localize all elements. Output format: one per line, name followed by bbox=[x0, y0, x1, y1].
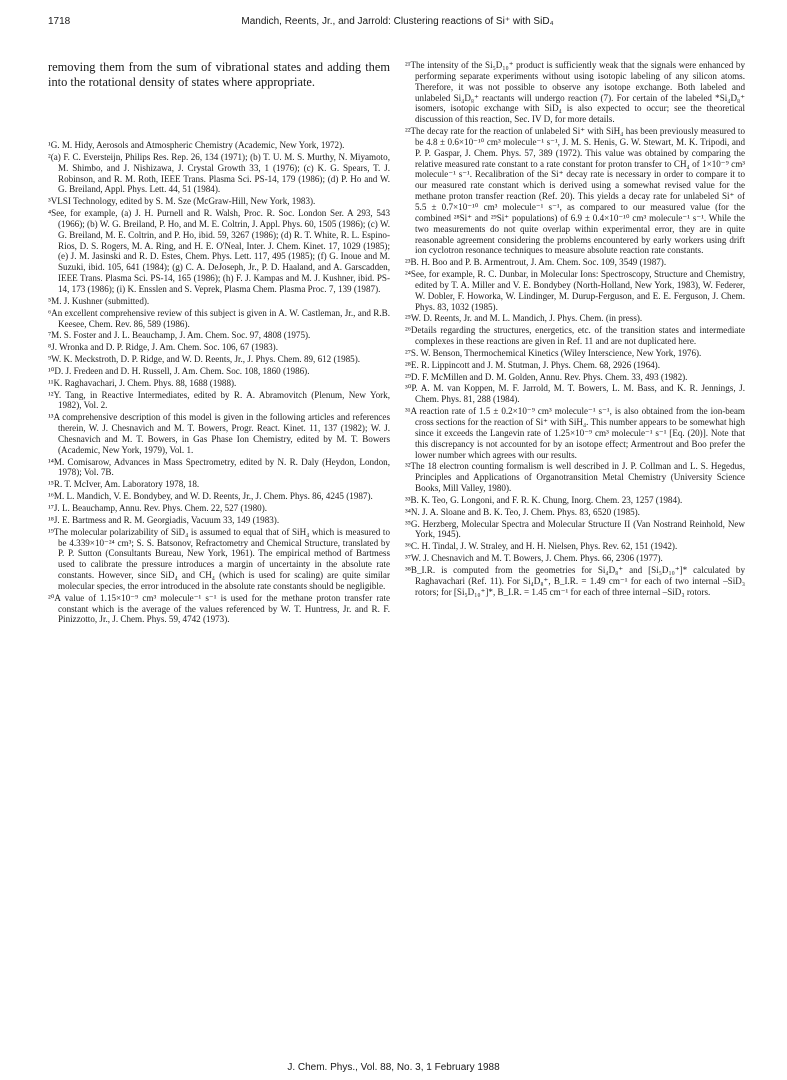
reference-24: ²⁴See, for example, R. C. Dunbar, in Molecular Ions: Spectroscopy, Structure and Chemistry, edited by T. A. Miller and V. E. Bondybey (North-Holland, New York, 1983), W. Federer, W. Dobler, F. Howorka, W. Lindinger, M. Durup-Ferguson, and E. E. Ferguson, J. Chem. Phys. 83, 1032 (1985). bbox=[405, 269, 745, 312]
reference-27: ²⁷S. W. Benson, Thermochemical Kinetics (Wiley Interscience, New York, 1976). bbox=[405, 347, 702, 358]
reference-11: ¹¹K. Raghavachari, J. Chem. Phys. 88, 1688 (1988). bbox=[48, 377, 237, 388]
reference-3: ³VLSI Technology, edited by S. M. Sze (McGraw-Hill, New York, 1983). bbox=[48, 196, 316, 207]
reference-21: ²¹The intensity of the Si₅D₁₀⁺ product is sufficiently weak that the signals were enhanced by performing separate experiments without using isotopic labeling of any silicon atoms. Therefore, it was not possible to observe any isotope exchange. Both labeled and unlabeled Si₄D₈⁺ reactants will undergo reaction (7). For certain of the labeled *Si₄D₈⁺ isomers, isotopic exchange with SiD₄ is also expected to occur; see the theoretical discussion of this reaction, Sec. IV D, for more details. bbox=[405, 60, 745, 125]
reference-28: ²⁸E. R. Lippincott and J. M. Stutman, J. Phys. Chem. 68, 2926 (1964). bbox=[405, 359, 660, 370]
reference-36: ³⁶C. H. Tindal, J. W. Straley, and H. H. Nielsen, Phys. Rev. 62, 151 (1942). bbox=[405, 541, 678, 552]
page-number: 1718 bbox=[48, 16, 71, 27]
body-paragraph: removing them from the sum of vibrational states and adding them into the rotational density of states where appropriate. bbox=[48, 60, 390, 89]
references-left-column bbox=[48, 140, 390, 626]
reference-9: ⁹W. K. Meckstroth, D. P. Ridge, and W. D. Reents, Jr., J. Phys. Chem. 89, 612 (1985). bbox=[48, 354, 361, 365]
reference-29: ²⁹D. F. McMillen and D. M. Golden, Annu. Rev. Phys. Chem. 33, 493 (1982). bbox=[405, 371, 688, 382]
reference-15: ¹⁵R. T. McIver, Am. Laboratory 1978, 18. bbox=[48, 479, 200, 490]
reference-34: ³⁴N. J. A. Sloane and B. K. Teo, J. Chem. Phys. 83, 6520 (1985). bbox=[405, 506, 640, 517]
reference-16: ¹⁶M. L. Mandich, V. E. Bondybey, and W. D. Reents, Jr., J. Chem. Phys. 86, 4245 (1987). bbox=[48, 491, 373, 502]
reference-22: ²²The decay rate for the reaction of unlabeled Si⁺ with SiH₄ has been previously measured to be 4.8 ± 0.6×10⁻¹⁰ cm³ molecule⁻¹ s⁻¹, J. M. S. Henis, G. W. Stewart, M. K. Tripodi, and P. P. Gaspar, J. Chem. Phys. 57, 389 (1972). This value was obtained by comparing the relative measured rate constant to a rate constant for proton transfer to CH₄ of 1×10⁻⁹ cm³ molecule⁻¹ s⁻¹. Recalibration of the Si⁺ decay rate is necessary in order to compare it to our measured rate constant which is derived using a somewhat revised value for the methane proton transfer reaction (Ref. 20). This yields a decay rate for unlabeled Si⁺ of 5.5 ± 0.7×10⁻¹⁰ cm³ molecule⁻¹ s⁻¹, as compared to our measured value (for the combined ²⁸Si⁺ and ²⁹Si⁺ populations) of 6.9 ± 0.4×10⁻¹⁰ cm³ molecule⁻¹ s⁻¹. While the two measurements do not quite overlap within experimental error, they are in quite reasonable agreement considering the problems encountered by early workers using drift ion cyclotron resonance techniques to measure absolute reaction rate constants. bbox=[405, 126, 745, 256]
reference-1: ¹G. M. Hidy, Aerosols and Atmospheric Chemistry (Academic, New York, 1972). bbox=[48, 140, 345, 150]
reference-25: ²⁵W. D. Reents, Jr. and M. L. Mandich, J. Phys. Chem. (in press). bbox=[405, 313, 643, 324]
reference-37: ³⁷W. J. Chesnavich and M. T. Bowers, J. Chem. Phys. 66, 2306 (1977). bbox=[405, 553, 663, 564]
reference-26: ²⁶Details regarding the structures, energetics, etc. of the transition states and intermediate complexes in these reactions are given in Ref. 11 and are not duplicated here. bbox=[405, 325, 745, 347]
reference-8: ⁸J. Wronka and D. P. Ridge, J. Am. Chem. Soc. 106, 67 (1983). bbox=[48, 342, 278, 353]
reference-4: ⁴See, for example, (a) J. H. Purnell and R. Walsh, Proc. R. Soc. London Ser. A 293, 543 (1966); (b) W. G. Breiland, P. Ho, and M. E. Coltrin, J. Appl. Phys. 60, 1505 (1986); (c) W. G. Breiland, M. E. Coltrin, and P. Ho, ibid. 59, 3267 (1986); (d) R. T. White, R. L. Espino-Rios, D. S. Rogers, M. A. Ring, and H. E. O'Neal, Inter. J. Chem. Kinet. 17, 1029 (1985); (e) J. M. Jasinski and R. D. Estes, Chem. Phys. Lett. 117, 495 (1985); (f) G. Inoue and M. Suzuki, ibid. 105, 641 (1984); (g) C. A. DeJoseph, Jr., P. D. Haaland, and A. Garscadden, IEEE Trans. Plasma Sci. PS-14, 165 (1986); (h) F. J. Kampas and M. J. Kushner, ibid. PS-14, 173 (1986); (i) K. Ensslen and S. Veprek, Plasma Chem. Plasma Proc. 7, 139 (1987). bbox=[48, 208, 390, 294]
reference-18: ¹⁸J. E. Bartmess and R. M. Georgiadis, Vacuum 33, 149 (1983). bbox=[48, 514, 280, 525]
reference-19: ¹⁹The molecular polarizability of SiD₄ is assumed to equal that of SiH₄ which is measured to be 4.339×10⁻²⁴ cm³; S. S. Batsonov, Refractometry and Chemical Structure, translated by P. P. Sutton (Consultants Bureau, New York, 1961). The empirical method of Bartmess used to calibrate the pressure introduces a margin of uncertainty in the absolute rate constants. However, since SiD₄ and CH₄ (which is used for scaling) are quite similar molecular species, the error introduced in the absolute rate constants should be negligible. bbox=[48, 526, 390, 591]
reference-20: ²⁰A value of 1.15×10⁻⁹ cm³ molecule⁻¹ s⁻¹ is used for the methane proton transfer rate constant which is the average of the values referenced by W. T. Huntress, Jr. and R. F. Pinizzotto, Jr., J. Chem. Phys. 59, 4742 (1973). bbox=[48, 592, 390, 625]
reference-14: ¹⁴M. Comisarow, Advances in Mass Spectrometry, edited by N. R. Daly (Heydon, London, 1978); Vol. 7B. bbox=[48, 456, 390, 478]
reference-6: ⁶An excellent comprehensive review of this subject is given in A. W. Castleman, Jr., and R.B. Keesee, Chem. Rev. 86, 589 (1986). bbox=[48, 307, 390, 329]
reference-10: ¹⁰D. J. Fredeen and D. H. Russell, J. Am. Chem. Soc. 108, 1860 (1986). bbox=[48, 365, 310, 376]
reference-23: ²³B. H. Boo and P. B. Armentrout, J. Am. Chem. Soc. 109, 3549 (1987). bbox=[405, 257, 667, 268]
reference-30: ³⁰P. A. M. van Koppen, M. F. Jarrold, M. T. Bowers, L. M. Bass, and K. R. Jennings, J. Chem. Phys. 81, 288 (1984). bbox=[405, 383, 745, 405]
reference-12: ¹²Y. Tang, in Reactive Intermediates, edited by R. A. Abramovitch (Plenum, New York, 1982), Vol. 2. bbox=[48, 389, 390, 411]
references-right-column bbox=[405, 60, 745, 599]
reference-5: ⁵M. J. Kushner (submitted). bbox=[48, 295, 150, 306]
reference-35: ³⁵G. Herzberg, Molecular Spectra and Molecular Structure II (Van Nostrand Reinhold, New York, 1945). bbox=[405, 518, 745, 540]
reference-13: ¹³A comprehensive description of this model is given in the following articles and references therein, W. J. Chesnavich and M. T. Bowers, Progr. React. Kinet. 11, 137 (1982); W. J. Chesnavich and M. T. Bowers, in Gas Phase Ion Chemistry, edited by M. T. Bowers (Academic, New York, 1979), Vol. 1. bbox=[48, 412, 390, 455]
reference-31: ³¹A reaction rate of 1.5 ± 0.2×10⁻⁹ cm³ molecule⁻¹ s⁻¹, is also obtained from the ion-beam cross sections for the reaction of Si⁺ with SiH₄. This number appears to be somewhat high since it exceeds the Langevin rate of 1.25×10⁻⁹ cm³ molecule⁻¹ s⁻¹ [Eq. (20)]. Note that this discrepancy is not accounted for by an isotope effect; Armentrout and Boo prefer the lower number which agrees with our results. bbox=[405, 406, 745, 460]
page-header bbox=[48, 16, 747, 32]
reference-33: ³³B. K. Teo, G. Longoni, and F. R. K. Chung, Inorg. Chem. 23, 1257 (1984). bbox=[405, 494, 683, 505]
reference-2: ²(a) F. C. Eversteijn, Philips Res. Rep. 26, 134 (1971); (b) T. U. M. S. Murthy, N. Miyamoto, M. Shimbo, and J. Nishizawa, J. Crystal Growth 33, 1 (1976); (c) K. G. Spears, T. J. Robinson, and R. M. Roth, IEEE Trans. Plasma Sci. PS-14, 179 (1986); (d) P. Ho and W. G. Breiland, Appl. Phys. Lett. 44, 51 (1984). bbox=[48, 151, 390, 195]
running-title: Mandich, Reents, Jr., and Jarrold: Clustering reactions of Si⁺ with SiD₄ bbox=[241, 16, 554, 27]
journal-footer: J. Chem. Phys., Vol. 88, No. 3, 1 February 1988 bbox=[287, 1062, 500, 1073]
reference-17: ¹⁷J. L. Beauchamp, Annu. Rev. Phys. Chem. 22, 527 (1980). bbox=[48, 503, 267, 513]
reference-7: ⁷M. S. Foster and J. L. Beauchamp, J. Am. Chem. Soc. 97, 4808 (1975). bbox=[48, 330, 311, 341]
reference-38: ³⁸B_I.R. is computed from the geometries for Si₄D₈⁺ and [Si₅D₁₀⁺]* calculated by Raghavachari (Ref. 11). For Si₄D₈⁺, B_I.R. = 1.49 cm⁻¹ for each of two internal –SiD₃ rotors; for [Si₅D₁₀⁺]*, B_I.R. = 1.45 cm⁻¹ for each of three internal –SiD₃ rotors. bbox=[405, 564, 745, 597]
reference-32: ³²The 18 electron counting formalism is well described in J. P. Collman and L. S. Hegedus, Principles and Applications of Organotransition Metal Chemistry (University Science Books, Mill Valley, 1980). bbox=[405, 461, 745, 494]
